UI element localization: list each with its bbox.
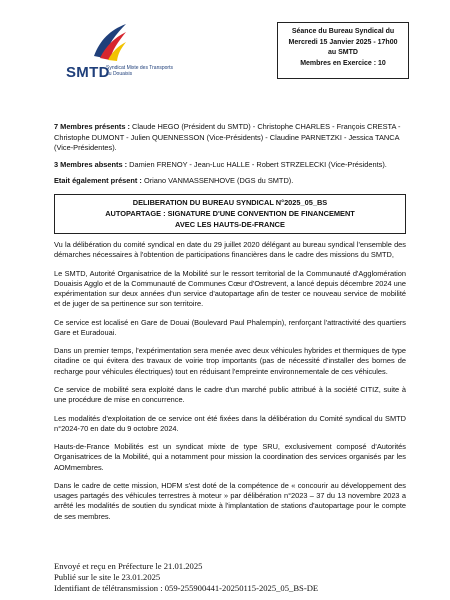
session-line-4: Membres en Exercice : 10 <box>300 59 386 67</box>
paragraph-7: Hauts-de-France Mobilités est un syndicat mixte de type SRU, exclusivement composé d'Autorités Organisatrices de la Mobilité, qui a notamment pour mission la coordination des services organisés par les AOMmembres. <box>54 442 406 472</box>
stamp-line-3: Identifiant de télétransmission : 059-255900441-20250115-2025_05_BS-DE <box>54 583 319 593</box>
members-absent-label: 3 Membres absents : <box>54 159 128 169</box>
session-line-3: au SMTD <box>328 49 358 56</box>
session-line-1: Séance du Bureau Syndical du <box>291 28 395 35</box>
members-absent <box>54 160 406 171</box>
also-present-label: Etait également présent : <box>54 176 142 185</box>
session-info-box <box>277 22 409 79</box>
members-absent-text: Damien FRENOY - Jean-Luc HALLE - Robert STRZELECKI (Vice-Présidents). <box>127 159 387 169</box>
smtd-logo-text: SMTD <box>66 64 110 81</box>
attendance-section <box>54 122 406 193</box>
session-line-2: Mercredi 15 Janvier 2025 - 17h00 <box>288 38 398 46</box>
paragraph-6: Les modalités d'exploitation de ce service ont été fixées dans la délibération du Comité syndical du SMTD n°2024-70 en date du 9 octobre 2024. <box>54 413 406 433</box>
deliberation-title-line-2: AUTOPARTAGE : SIGNATURE D'UNE CONVENTION DE FINANCEMENT <box>105 209 355 218</box>
smtd-logo-subtitle: Syndicat Mixte des Transports du Douaisis <box>106 65 173 77</box>
also-present <box>54 176 406 187</box>
stamp-line-1: Envoyé et reçu en Préfecture le 21.01.2025 <box>54 561 203 571</box>
deliberation-title-line-1: DELIBERATION DU BUREAU SYNDICAL N°2025_05_BS <box>132 198 328 207</box>
members-present-label: 7 Membres présents : <box>54 122 130 131</box>
deliberation-title-box <box>54 194 406 234</box>
smtd-logo-mark-icon <box>90 20 130 62</box>
members-present-text: Claude HEGO (Président du SMTD) - Christophe CHARLES - François CRESTA - Christophe DUMONT - Julien QUENNESSON (Vice-Présidents) - Claudine PARNETZKI - Jessica TANCA (Vice-Présidentes). <box>54 122 401 152</box>
paragraph-3: Ce service est localisé en Gare de Douai (Boulevard Paul Phalempin), renforçant l'attractivité des quartiers Gare et Euradouai. <box>54 317 406 337</box>
paragraph-8: Dans le cadre de cette mission, HDFM s'est doté de la compétence de « concourir au développement des usages partagés des véhicules terrestres à moteur » par délibération n°2023 – 37 du 13 novembre 2023 a arrêté les modalités de soutien du syndicat mixte à l'implantation de stations d'autopartage pour le compte de ses membres. <box>54 480 406 521</box>
deliberation-body <box>54 240 406 530</box>
transmission-stamp <box>54 561 406 594</box>
paragraph-2: Le SMTD, Autorité Organisatrice de la Mobilité sur le ressort territorial de la Communauté d'Agglomération Douaisis Agglo et de la Communauté de Communes Cœur d'Ostrevent, a lancé depuis décembre 2024 une expérimentation sur deux années d'un service d'autopartage afin de tester ce nouveau service de mobilité et de juger de sa pertinence sur son territoire. <box>54 268 406 309</box>
smtd-logo <box>64 20 174 90</box>
deliberation-title-line-3: AVEC LES HAUTS-DE-FRANCE <box>175 220 285 229</box>
members-present <box>54 122 406 154</box>
also-present-text: Oriano VANMASSENHOVE (DGS du SMTD). <box>141 176 294 185</box>
stamp-line-2: Publié sur le site le 23.01.2025 <box>54 572 161 582</box>
paragraph-5: Ce service de mobilité sera exploité dans le cadre d'un marché public attribué à la société CITIZ, suite à une procédure de mise en concurrence. <box>54 384 406 405</box>
paragraph-1: Vu la délibération du comité syndical en date du 29 juillet 2020 délégant au bureau syndical l'ensemble des démarches nécessaires à l'obtention de participations financières dans le cadre des missions du SMTD, <box>54 240 406 260</box>
paragraph-4: Dans un premier temps, l'expérimentation sera menée avec deux véhicules hybrides et thermiques de type citadine ce qui évitera des travaux de voirie trop importants (pas de nécessité d'installer des bornes de recharge pour véhicules électriques) tout en réduisant l'empreinte environnementale de ces véhicules. <box>54 346 406 376</box>
